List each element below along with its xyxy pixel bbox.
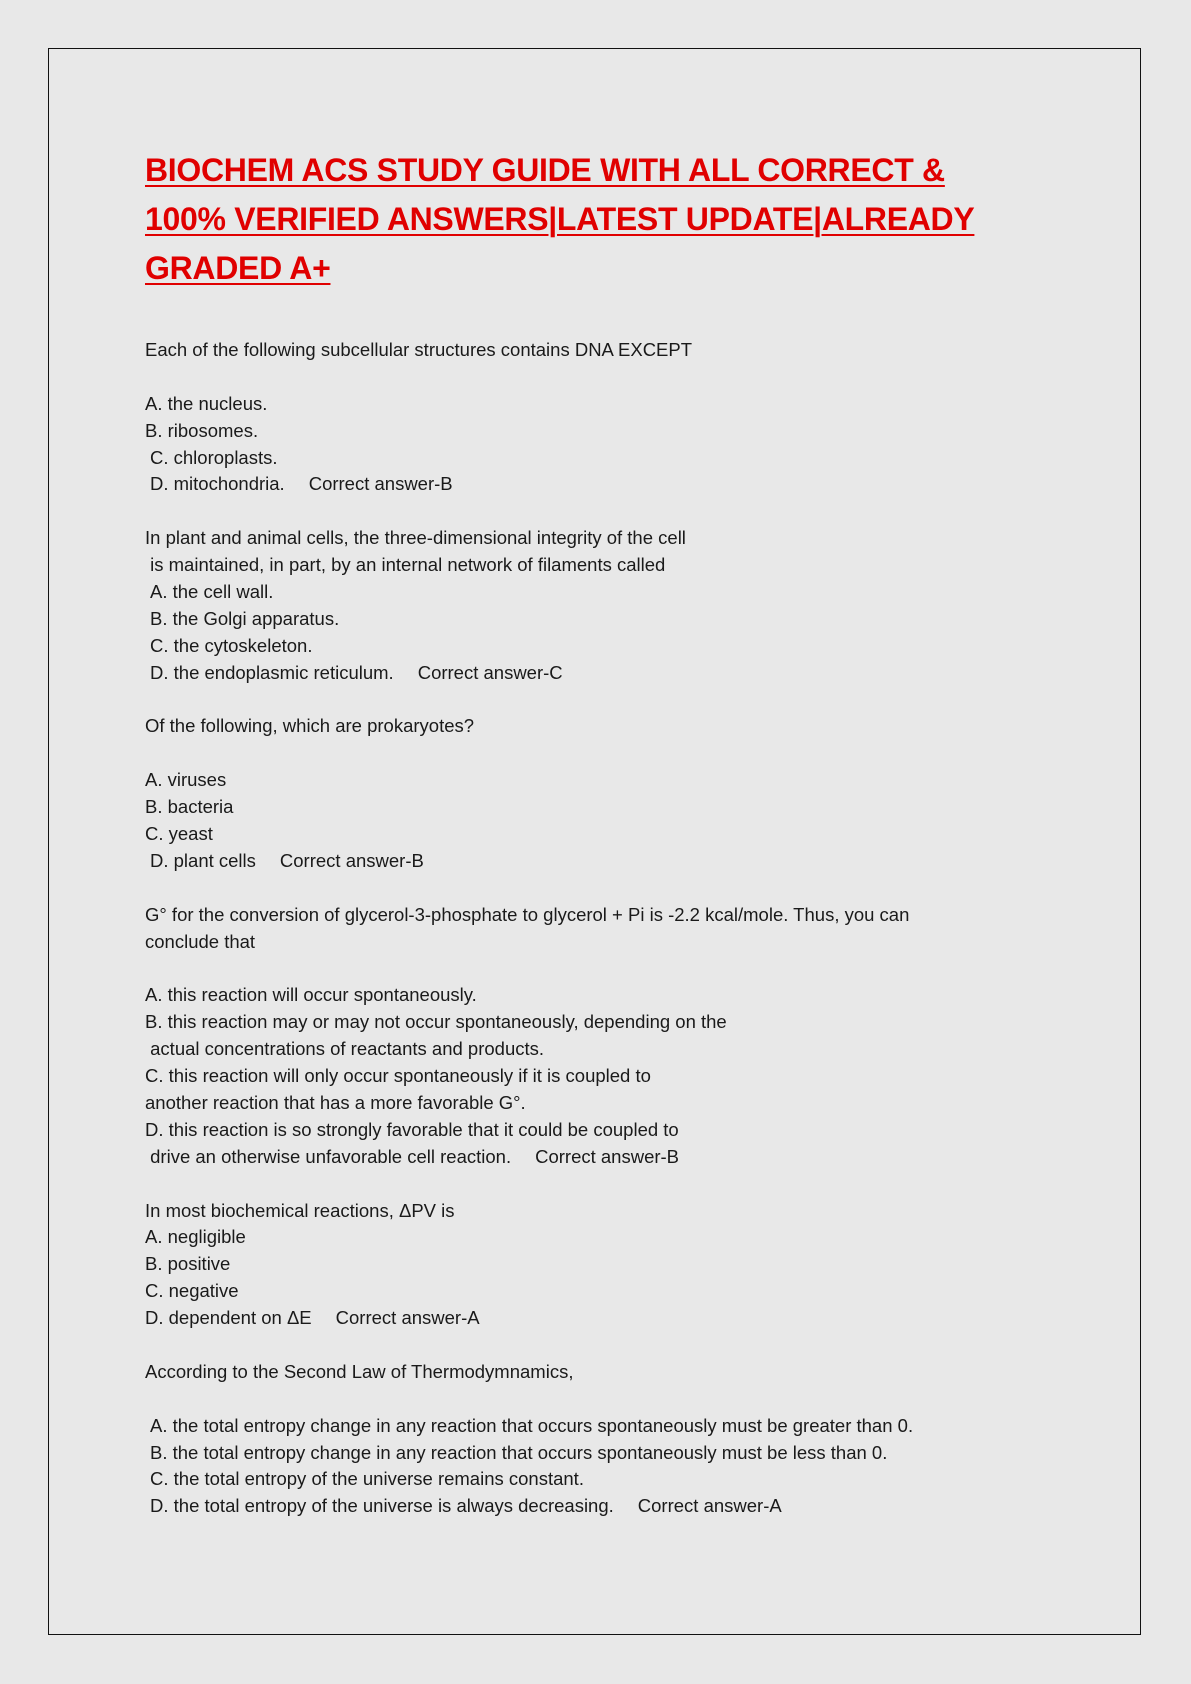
answer-option xyxy=(145,1063,1045,1090)
answer-option xyxy=(145,1278,1045,1305)
answer-option xyxy=(145,391,1045,418)
option-text: D. this reaction is so strongly favorable that it could be coupled to xyxy=(145,1118,679,1140)
answer-option xyxy=(145,471,1045,498)
question-stem: Of the following, which are prokaryotes? xyxy=(145,715,475,737)
option-text: A. this reaction will occur spontaneously. xyxy=(145,984,477,1006)
option-text: D. mitochondria. xyxy=(150,473,285,495)
option-text: C. this reaction will only occur spontaneously if it is coupled to xyxy=(145,1065,651,1087)
question-block xyxy=(145,713,1045,874)
option-text: actual concentrations of reactants and products. xyxy=(145,1038,545,1060)
question-stem: In plant and animal cells, the three-dimensional integrity of the cell xyxy=(145,527,686,549)
title-line: 100% VERIFIED ANSWERS|LATEST UPDATE|ALREADY xyxy=(145,201,975,237)
answer-option xyxy=(145,794,1045,821)
question-list xyxy=(145,337,1045,1520)
answer-option xyxy=(145,1466,1045,1493)
answer-option xyxy=(145,1493,1045,1520)
correct-answer: Correct answer-B xyxy=(308,473,453,495)
answer-option xyxy=(145,633,1045,660)
correct-answer: Correct answer-B xyxy=(535,1145,680,1167)
option-text: another reaction that has a more favorable G°. xyxy=(145,1091,526,1113)
correct-answer: Correct answer-C xyxy=(417,661,563,683)
answer-option xyxy=(145,445,1045,472)
question-stem: According to the Second Law of Thermodymnamics, xyxy=(145,1360,574,1382)
option-text: D. plant cells xyxy=(150,849,256,871)
answer-option xyxy=(145,1144,1045,1171)
question-block xyxy=(145,1359,1045,1520)
question-stem: conclude that xyxy=(145,930,256,952)
answer-option xyxy=(145,418,1045,445)
question-block xyxy=(145,525,1045,686)
answer-option xyxy=(145,1036,1045,1063)
question-stem: is maintained, in part, by an internal network of filaments called xyxy=(145,554,666,576)
option-text: C. the total entropy of the universe remains constant. xyxy=(150,1468,584,1490)
answer-option xyxy=(145,1251,1045,1278)
answer-option xyxy=(145,982,1045,1009)
option-text: B. positive xyxy=(145,1253,231,1275)
option-text: D. the total entropy of the universe is always decreasing. xyxy=(150,1495,614,1517)
correct-answer: Correct answer-A xyxy=(335,1307,480,1329)
answer-option xyxy=(145,1117,1045,1144)
question-stem: Each of the following subcellular structures contains DNA EXCEPT xyxy=(145,339,693,360)
correct-answer: Correct answer-B xyxy=(279,849,424,871)
option-text: B. this reaction may or may not occur spontaneously, depending on the xyxy=(145,1011,727,1033)
option-text: A. negligible xyxy=(145,1226,246,1248)
answer-option xyxy=(145,848,1045,875)
option-text: B. the total entropy change in any reaction that occurs spontaneously must be less than 0. xyxy=(150,1441,888,1463)
answer-option xyxy=(145,579,1045,606)
question-stem: In most biochemical reactions, ΔPV is xyxy=(145,1199,455,1221)
answer-option xyxy=(145,1009,1045,1036)
option-text: C. negative xyxy=(145,1280,239,1302)
answer-option xyxy=(145,1305,1045,1332)
question-block xyxy=(145,337,1045,498)
document-content xyxy=(145,146,1045,1520)
question-stem: G° for the conversion of glycerol-3-phosphate to glycerol + Pi is -2.2 kcal/mole. Thus, you can xyxy=(145,903,910,925)
question-block xyxy=(145,1198,1045,1332)
option-text: B. ribosomes. xyxy=(145,419,259,441)
document-title xyxy=(145,146,1045,293)
option-text: A. viruses xyxy=(145,769,227,791)
title-line: GRADED A+ xyxy=(145,250,331,286)
option-text: C. the cytoskeleton. xyxy=(150,634,313,656)
answer-option xyxy=(145,1413,1045,1440)
correct-answer: Correct answer-A xyxy=(637,1495,782,1517)
answer-option xyxy=(145,1090,1045,1117)
option-text: C. chloroplasts. xyxy=(150,446,278,468)
option-text: B. the Golgi apparatus. xyxy=(150,607,340,629)
answer-option xyxy=(145,767,1045,794)
option-text: C. yeast xyxy=(145,823,213,845)
answer-option xyxy=(145,821,1045,848)
option-text: D. the endoplasmic reticulum. xyxy=(150,661,394,683)
question-block xyxy=(145,902,1045,1171)
option-text: D. dependent on ΔE xyxy=(145,1307,312,1329)
answer-option xyxy=(145,660,1045,687)
option-text: B. bacteria xyxy=(145,796,234,818)
answer-option xyxy=(145,1440,1045,1467)
answer-option xyxy=(145,1224,1045,1251)
answer-option xyxy=(145,606,1045,633)
option-text: A. the nucleus. xyxy=(145,392,268,414)
option-text: A. the cell wall. xyxy=(150,581,274,603)
option-text: drive an otherwise unfavorable cell reaction. xyxy=(145,1145,512,1167)
option-text: A. the total entropy change in any reaction that occurs spontaneously must be greater than 0. xyxy=(150,1414,914,1436)
title-line: BIOCHEM ACS STUDY GUIDE WITH ALL CORRECT & xyxy=(145,152,945,188)
